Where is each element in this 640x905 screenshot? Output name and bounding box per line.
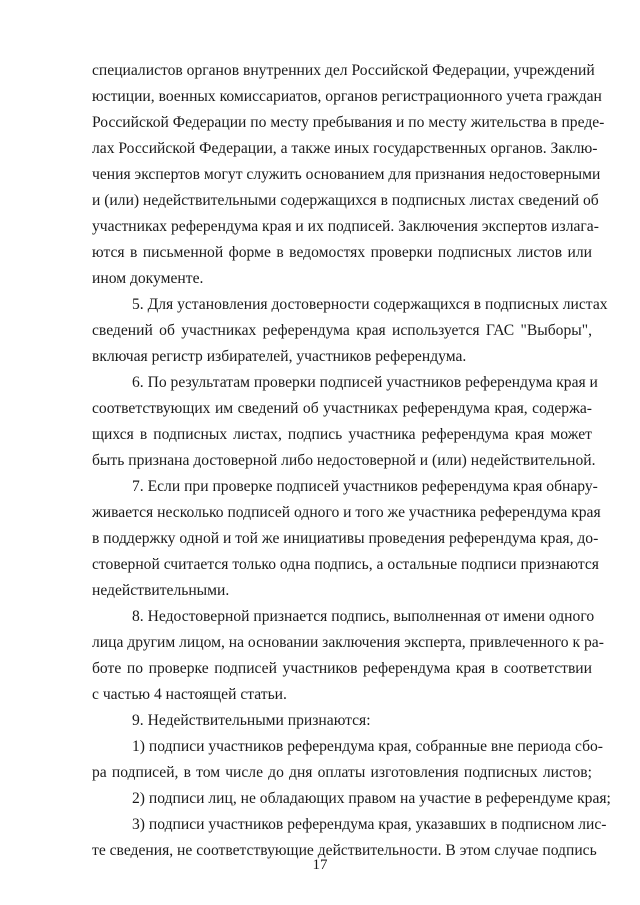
paragraph-8-line: 8. Недостоверной признается подпись, выполненная от имени одного	[132, 608, 595, 625]
text-line: с частью 4 настоящей статьи.	[92, 686, 287, 703]
text-line: лица другим лицом, на основании заключения эксперта, привлеченного к ра-	[92, 634, 604, 651]
paragraph-6-line: 6. По результатам проверки подписей участников референдума края и	[132, 374, 598, 391]
text-line: в поддержку одной и той же инициативы проведения референдума края, до-	[92, 530, 599, 547]
text-line: ра подписей, в том числе до дня оплаты изготовления подписных листов;	[92, 764, 592, 781]
text-line: ются в письменной форме в ведомостях проверки подписных листов или	[92, 244, 592, 261]
paragraph-9-line: 9. Недействительными признаются:	[132, 712, 371, 729]
text-line: Российской Федерации по месту пребывания и по месту жительства в преде-	[92, 114, 605, 131]
text-line: щихся в подписных листах, подпись участника референдума края может	[92, 426, 592, 443]
text-line: живается несколько подписей одного и того же участника референдума края	[92, 504, 601, 521]
page-number: 17	[312, 857, 328, 873]
paragraph-7-line: 7. Если при проверке подписей участников референдума края обнару-	[132, 478, 598, 495]
list-item-2-line: 2) подписи лиц, не обладающих правом на участие в референдуме края;	[132, 790, 611, 807]
text-line: боте по проверке подписей участников референдума края в соответствии	[92, 660, 592, 677]
text-line: быть признана достоверной либо недостоверной и (или) недействительной.	[92, 452, 596, 469]
text-line: сведений об участниках референдума края используется ГАС "Выборы",	[92, 322, 592, 339]
text-line: включая регистр избирателей, участников референдума.	[92, 348, 467, 365]
text-line: ином документе.	[92, 270, 204, 287]
paragraph-5-line: 5. Для установления достоверности содержащихся в подписных листах	[132, 296, 608, 313]
text-line: чения экспертов могут служить основанием для признания недостоверными	[92, 166, 601, 183]
text-line: специалистов органов внутренних дел Российской Федерации, учреждений	[92, 62, 595, 79]
list-item-3-line: 3) подписи участников референдума края, указавших в подписном лис-	[132, 816, 607, 833]
text-line: стоверной считается только одна подпись, а остальные подписи признаются	[92, 556, 599, 573]
list-item-1-line: 1) подписи участников референдума края, собранные вне периода сбо-	[132, 738, 603, 755]
text-line: юстиции, военных комиссариатов, органов регистрационного учета граждан	[92, 88, 602, 105]
text-line: лах Российской Федерации, а также иных государственных органов. Заклю-	[92, 140, 598, 157]
text-line: участниках референдума края и их подписей. Заключения экспертов излага-	[92, 218, 599, 235]
text-line: соответствующих им сведений об участниках референдума края, содержа-	[92, 400, 592, 417]
text-line: те сведения, не соответствующие действительности. В этом случае подпись	[92, 842, 597, 859]
text-line: и (или) недействительными содержащихся в подписных листах сведений об	[92, 192, 599, 209]
text-line: недействительными.	[92, 582, 230, 599]
